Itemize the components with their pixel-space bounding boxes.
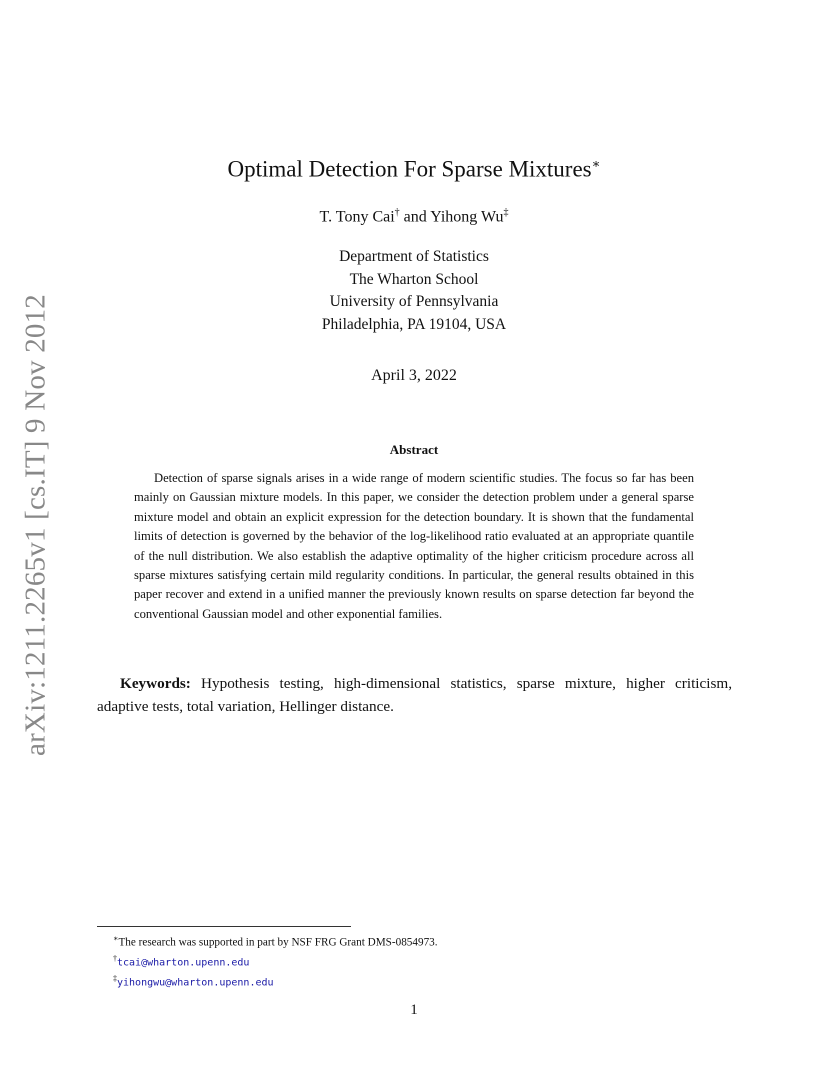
footnote-text: The research was supported in part by NSF FRG Grant DMS-0854973. (118, 936, 438, 949)
footnote-funding (113, 931, 438, 951)
author-line (0, 207, 828, 226)
footnote-mark: ∗ (113, 934, 119, 943)
keywords-label: Keywords: (120, 675, 191, 692)
author-cai-mark: † (394, 207, 400, 218)
footnotes (113, 931, 438, 992)
abstract-heading: Abstract (389, 442, 439, 457)
paper-date: April 3, 2022 (371, 367, 457, 384)
author-conjunction: and (399, 208, 431, 226)
footnote-email-cai (113, 951, 438, 971)
title-text: Optimal Detection For Sparse Mixtures (227, 156, 592, 182)
page-number: 1 (410, 1002, 418, 1018)
footnote-rule (97, 926, 351, 927)
affiliation-line: Philadelphia, PA 19104, USA (321, 315, 507, 333)
author-wu-mark: ‡ (503, 207, 509, 218)
affiliation-block (0, 246, 828, 336)
footnote-mark: † (113, 954, 117, 964)
author-wu: Yihong Wu (430, 208, 504, 226)
footnote-mark: ‡ (113, 974, 117, 984)
affiliation-line: Department of Statistics (339, 248, 489, 265)
keywords-paragraph (97, 673, 732, 718)
email-link-wu[interactable]: yihongwu@wharton.upenn.edu (117, 978, 274, 990)
affiliation-line: The Wharton School (349, 270, 479, 288)
paper-title (0, 156, 828, 183)
affiliation-line: University of Pennsylvania (329, 293, 499, 310)
abstract-body: Detection of sparse signals arises in a wide range of modern scientific studies. The focus so far has been mainly on Gaussian mixture models. In this paper, we consider the detection problem under a general sparse mixture model and obtain an explicit expression for the detection boundary. It is shown that the fundamental limits of detection is governed by the behavior of the log-likelihood ratio evaluated at an appropriate quantile of the null distribution. We also establish the adaptive optimality of the higher criticism procedure across all sparse mixtures satisfying certain mild regularity conditions. In particular, the general results obtained in this paper recover and extend in a unified manner the previously known results on sparse detection far beyond the conventional Gaussian model and other exponential families. (134, 471, 694, 621)
keywords-text: Hypothesis testing, high-dimensional statistics, sparse mixture, higher criticism, adaptive tests, total variation, Hellinger distance. (97, 675, 732, 715)
arxiv-stamp-text: arXiv:1211.2265v1 [cs.IT] 9 Nov 2012 (19, 294, 52, 756)
footnote-email-wu (113, 971, 438, 991)
email-link-cai[interactable]: tcai@wharton.upenn.edu (117, 957, 250, 969)
author-cai: T. Tony Cai (319, 208, 395, 226)
title-footnote-mark: ∗ (591, 156, 601, 171)
